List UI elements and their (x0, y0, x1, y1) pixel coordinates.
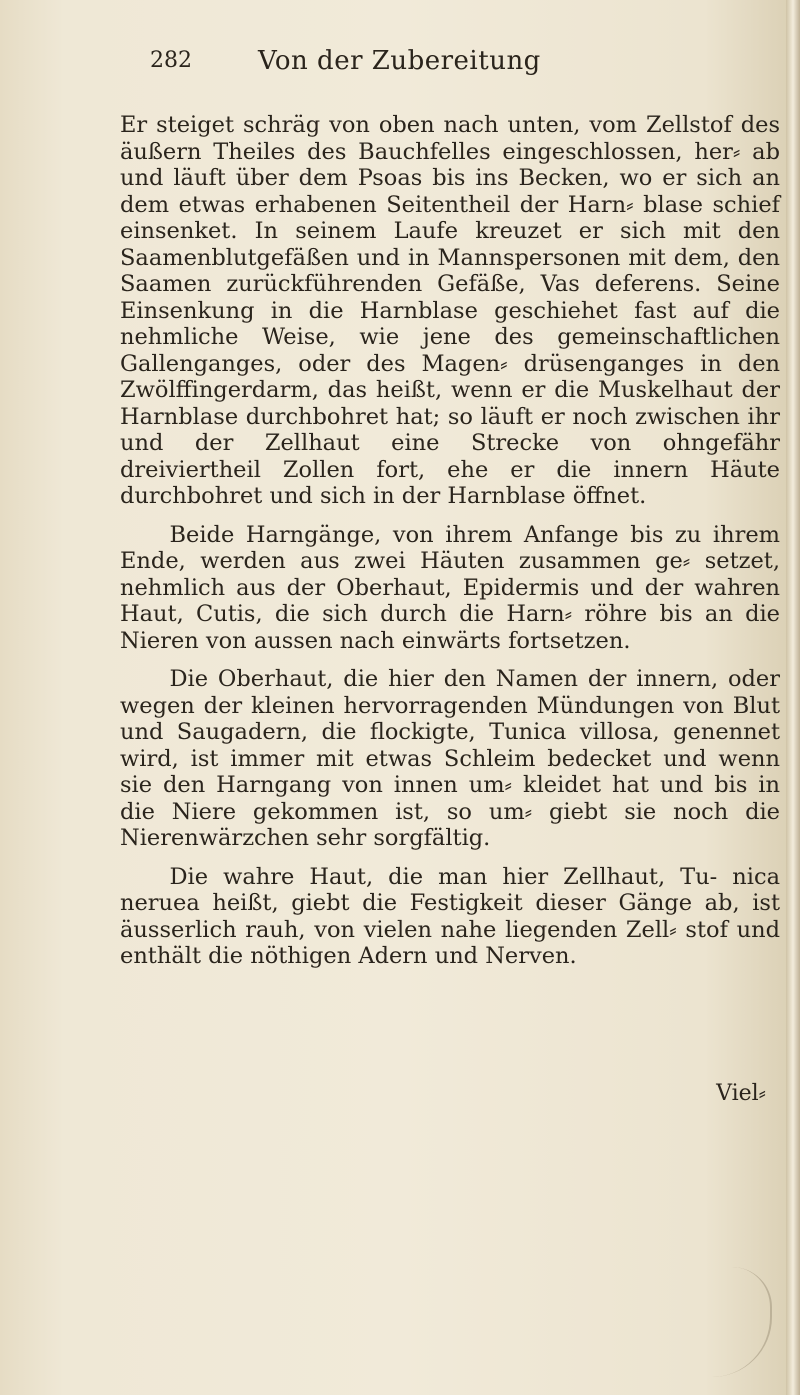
paragraph-true-skin: Die wahre Haut, die man hier Zellhaut, Tu- nica neruea heißt, giebt die Festigkeit dieser Gänge ab, ist äusserlich rauh, von vielen nahe liegenden Zell⸗ stof und enthält die nöthigen Adern und Nerven. (120, 863, 780, 969)
page-number: 282 (150, 48, 192, 73)
running-title: Von der Zubereitung (258, 46, 541, 76)
catchword: Viel⸗ (716, 1081, 766, 1106)
page-edge (786, 0, 800, 1395)
body-text (120, 112, 780, 982)
paragraph-inner-membrane: Die Oberhaut, die hier den Namen der innern, oder wegen der kleinen hervorragenden Mündungen von Blut und Saugadern, die flockigte, Tunica villosa, genennet wird, ist immer mit etwas Schleim bedecket und wenn sie den Harngang von innen um⸗ kleidet hat und bis in die Niere gekommen ist, so um⸗ giebt sie noch die Nierenwärzchen sehr sorgfältig. (120, 666, 780, 851)
paragraph-ureter-course: Er steiget schräg von oben nach unten, vom Zellstof des äußern Theiles des Bauchfelles eingeschlossen, her⸗ ab und läuft über dem Psoas bis ins Becken, wo er sich an dem etwas erhabenen Seitentheil der Harn⸗ blase schief einsenket. In seinem Laufe kreuzet er sich mit den Saamenblutgefäßen und in Mannspersonen mit dem, den Saamen zurückführenden Gefäße, Vas deferens. Seine Einsenkung in die Harnblase geschiehet fast auf die nehmliche Weise, wie jene des gemeinschaftlichen Gallenganges, oder des Magen⸗ drüsenganges in den Zwölffingerdarm, das heißt, wenn er die Muskelhaut der Harnblase durchbohret hat; so läuft er noch zwischen ihr und der Zellhaut eine Strecke von ohngefähr dreiviertheil Zollen fort, ehe er die innern Häute durchbohret und sich in der Harnblase öffnet. (120, 112, 780, 509)
page-header (150, 44, 620, 78)
paragraph-ureter-layers: Beide Harngänge, von ihrem Anfange bis zu ihrem Ende, werden aus zwei Häuten zusammen ge⸗ setzet, nehmlich aus der Oberhaut, Epidermis und der wahren Haut, Cutis, die sich durch die Harn⸗ röhre bis an die Nieren von aussen nach einwärts fortsetzen. (120, 521, 780, 654)
paper-curl (710, 1267, 772, 1377)
